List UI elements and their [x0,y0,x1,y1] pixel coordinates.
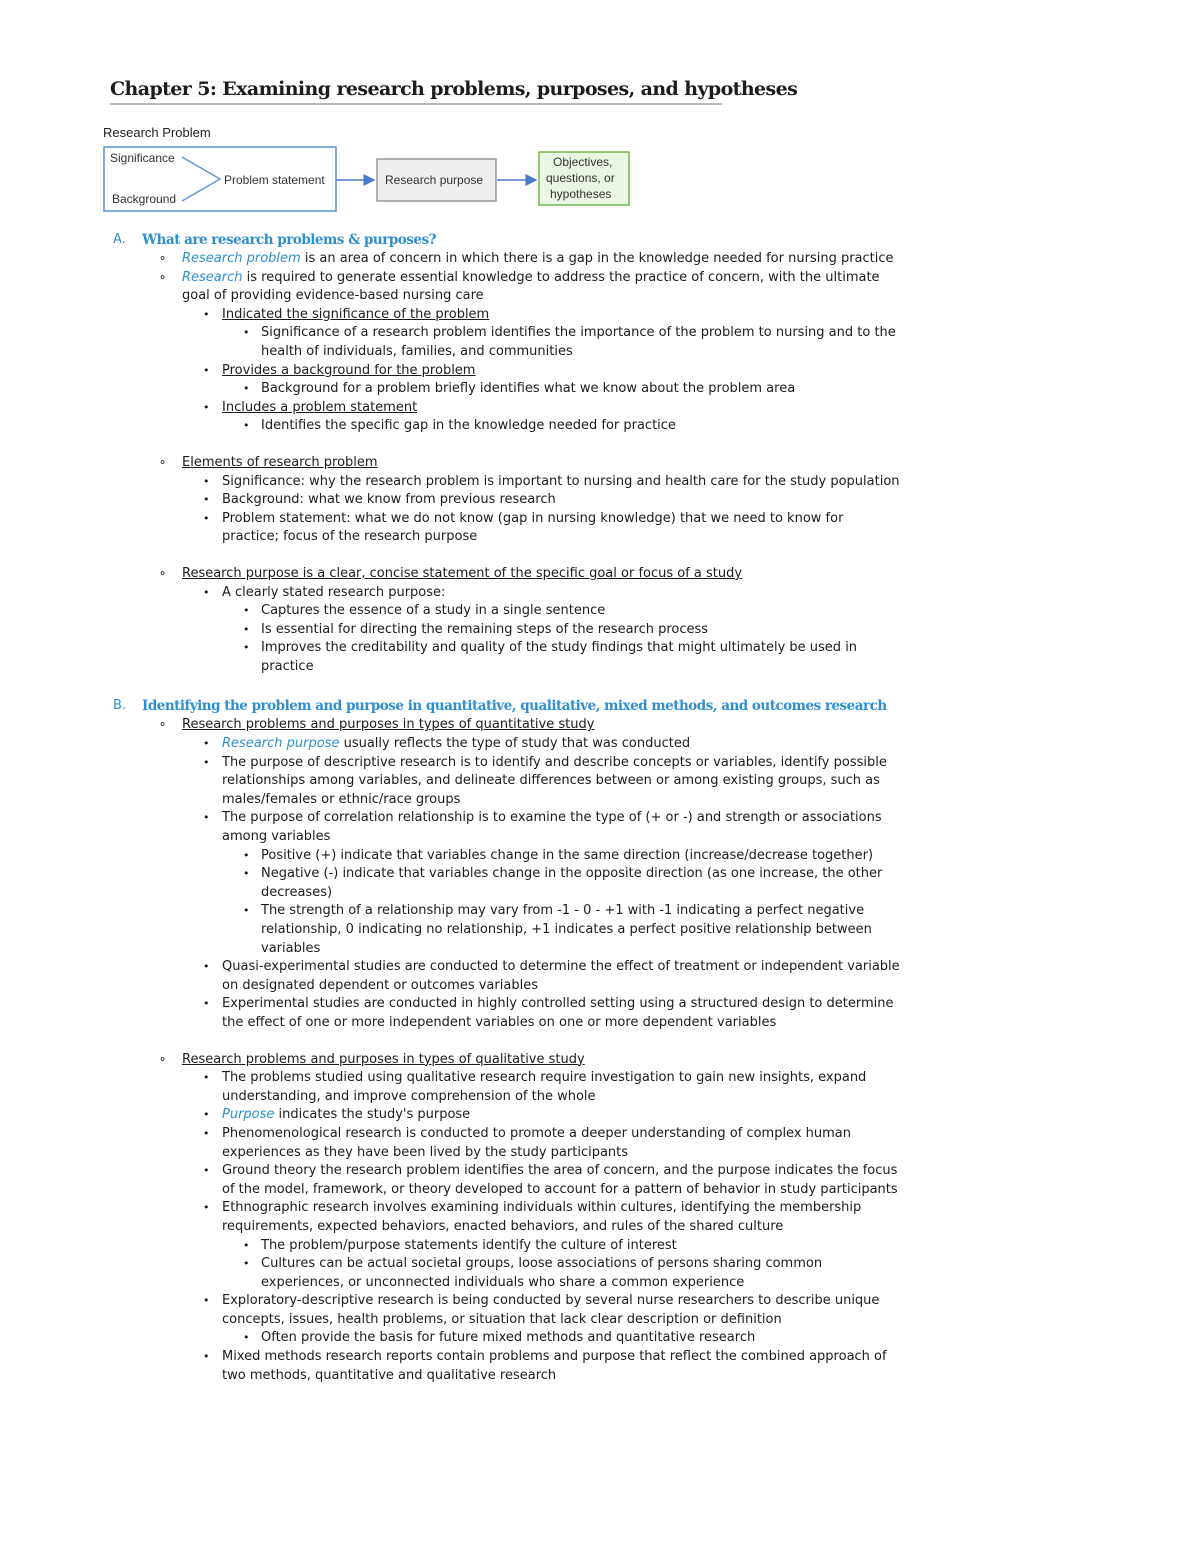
diagram-label: Research Problem [103,125,211,140]
term: Research problem [182,251,301,266]
list-item [0,399,1200,418]
research-purpose-label: Research purpose [385,173,484,187]
bullet-icon: • [203,1294,210,1308]
list-item [0,1255,1200,1292]
list-item [0,1237,1200,1256]
bullet-icon: • [203,474,210,488]
item-text: Mixed methods research reports contain problems and purpose that reflect the combined approach of two methods, quantitative and qualitative research [222,1349,887,1383]
list-item [0,269,1200,306]
bullet-icon: • [243,867,250,881]
item-text: Is essential for directing the remaining steps of the research process [261,621,709,637]
list-item [0,716,1200,735]
problem-statement-label: Problem statement [224,173,325,187]
list-item [0,1292,1200,1329]
item-text: Identifies the specific gap in the knowledge needed for practice [261,418,676,434]
list-item [0,1199,1200,1236]
item-text: Phenomenological research is conducted to promote a deeper understanding of complex human experiences as they have been lived by the study participants [222,1125,851,1160]
list-item [0,584,1200,603]
item-text: A clearly stated research purpose: [222,584,446,600]
list-item [0,602,1200,621]
list-item [0,1329,1200,1348]
item-text: Significance: why the research problem is important to nursing and health care for the study population [222,473,900,489]
term: Research purpose [222,736,340,752]
list-item [0,1106,1200,1125]
section-a-heading [0,230,1200,250]
bullet-icon: • [243,1331,250,1345]
list-item [0,510,1200,547]
bullet-icon: ⚬ [158,270,168,284]
bullet-icon: • [203,1071,210,1085]
background-label: Background [112,192,177,206]
bullet-icon: ⚬ [158,566,168,580]
bullet-icon: • [203,511,210,525]
item-text: Research purpose is a clear, concise statement of the specific goal or focus of a study [182,565,743,581]
list-item [0,1125,1200,1162]
item-text: Negative (-) indicate that variables change in the opposite direction (as one increase, the other decreases) [261,866,883,900]
item-text: Exploratory-descriptive research is being conducted by several nurse researchers to describe unique concepts, issues, health problems, or situation that lack clear description or definition [222,1293,880,1327]
bullet-icon: • [243,904,250,918]
bullet-icon: • [243,382,250,396]
list-item [0,1051,1200,1070]
bullet-icon: • [203,755,210,769]
list-item [0,865,1200,902]
item-text: Significance of a research problem identifies the importance of the problem to nursing and to the health of individuals, families, and communities [261,325,896,359]
bullet-icon: • [203,737,210,751]
list-item [0,847,1200,866]
bullet-icon: • [243,419,250,433]
term: Purpose [222,1107,275,1123]
item-text: Experimental studies are conducted in highly controlled setting using a structured design to determine the effect of one or more independent variables on one or more dependent variables [222,996,894,1030]
bullet-icon: • [203,585,210,599]
list-item [0,958,1200,995]
bullet-icon: ⚬ [158,455,168,469]
item-text: Research problems and purposes in types of quantitative study [182,717,595,733]
section-title: Identifying the problem and purpose in quantitative, qualitative, mixed methods, and outcomes research [142,698,887,715]
item-text: Positive (+) indicate that variables change in the same direction (increase/decrease together) [261,847,874,863]
bullet-icon: ⚬ [158,1052,168,1066]
list-item [0,362,1200,381]
bullet-icon: ⚬ [158,718,168,732]
bullet-icon: • [203,1350,210,1364]
list-item [0,995,1200,1032]
bullet-icon: • [243,1257,250,1271]
item-text: is an area of concern in which there is a gap in the knowledge needed for nursing practice [300,251,894,266]
objectives-line-3: hypotheses [550,187,612,201]
bullet-icon: ⚬ [158,252,168,265]
item-text: Captures the essence of a study in a single sentence [261,603,606,619]
list-item [0,809,1200,846]
list-item [0,639,1200,676]
item-text: Research problems and purposes in types of qualitative study [182,1051,585,1067]
item-text: The problem/purpose statements identify the culture of interest [261,1237,677,1253]
item-text: Cultures can be actual societal groups, loose associations of persons sharing common experiences, or unconnected individuals who share a common experience [261,1256,823,1290]
list-item [0,454,1200,473]
item-text: The problems studied using qualitative research require investigation to gain new insights, expand understanding, and improve comprehension of the whole [222,1070,867,1104]
item-text: Ethnographic research involves examining individuals within cultures, identifying the membership requirements, expected behaviors, enacted behaviors, and rules of the shared culture [222,1200,862,1234]
item-text: The purpose of correlation relationship is to examine the type of (+ or -) and strength or associations among variables [222,810,882,845]
bullet-icon: • [203,1126,210,1140]
item-text: Indicated the significance of the problem [222,306,490,322]
item-text: Elements of research problem [182,454,378,470]
document-body [0,228,1200,1385]
item-text: indicates the study's purpose [274,1107,471,1123]
list-item [0,754,1200,810]
item-text: The purpose of descriptive research is to identify and describe concepts or variables, identify possible relationships among variables, and delineate differences between or among existing groups, such as males/females or ethnic/race groups [222,754,887,807]
bullet-icon: • [203,811,210,825]
bullet-icon: • [203,997,210,1011]
section-letter: A. [113,232,126,247]
list-item [0,380,1200,399]
bullet-icon: • [243,641,250,655]
bullet-icon: • [203,1164,210,1178]
bullet-icon: • [203,400,210,414]
list-item [0,491,1200,510]
item-text: Provides a background for the problem [222,362,476,378]
list-item [0,417,1200,436]
bullet-icon: • [203,363,210,377]
list-item [0,306,1200,325]
list-item [0,902,1200,958]
bullet-icon: • [203,1108,210,1122]
bullet-icon: • [243,604,250,618]
item-text: Ground theory the research problem identifies the area of concern, and the purpose indicates the focus of the model, framework, or theory developed to account for a pattern of behavior in study participants [222,1163,898,1197]
bullet-icon: • [243,1238,250,1252]
item-text: Problem statement: what we do not know (gap in nursing knowledge) that we need to know for practice; focus of the research purpose [222,510,844,545]
term: Research [182,269,243,285]
list-item [0,565,1200,584]
item-text: Often provide the basis for future mixed methods and quantitative research [261,1330,756,1346]
list-item [0,735,1200,754]
list-item [0,1348,1200,1385]
section-letter: B. [113,698,127,714]
section-b-heading [0,696,1200,716]
section-title: What are research problems & purposes? [142,232,436,248]
significance-label: Significance [110,151,175,165]
page-title: Chapter 5: Examining research problems, purposes, and hypotheses [110,78,722,105]
item-text: Background: what we know from previous research [222,492,556,508]
objectives-line-2: questions, or [546,171,615,185]
bullet-icon: • [243,326,250,340]
bullet-icon: • [203,960,210,974]
objectives-line-1: Objectives, [553,155,613,169]
list-item [0,621,1200,640]
item-text: is required to generate essential knowledge to address the practice of concern, with the ultimate goal of providing evidence-based nursing care [182,269,880,304]
bullet-icon: • [203,307,210,321]
research-problem-diagram [100,143,640,218]
bullet-icon: • [203,493,210,507]
item-text: Quasi-experimental studies are conducted to determine the effect of treatment or independent variable on designated dependent or outcomes variables [222,959,900,993]
list-item [0,1069,1200,1106]
list-item [0,473,1200,492]
item-text: Includes a problem statement [222,399,418,415]
bullet-icon: • [243,848,250,862]
item-text: Background for a problem briefly identifies what we know about the problem area [261,381,796,397]
item-text: usually reflects the type of study that was conducted [339,736,691,752]
list-item [0,250,1200,269]
list-item [0,1162,1200,1199]
list-item [0,324,1200,361]
item-text: Improves the creditability and quality of the study findings that might ultimately be used in practice [261,640,858,674]
bullet-icon: • [203,1201,210,1215]
bullet-icon: • [243,622,250,636]
item-text: The strength of a relationship may vary from -1 - 0 - +1 with -1 indicating a perfect negative relationship, 0 indicating no relationship, +1 indicates a perfect positive relationship between variables [261,903,872,956]
